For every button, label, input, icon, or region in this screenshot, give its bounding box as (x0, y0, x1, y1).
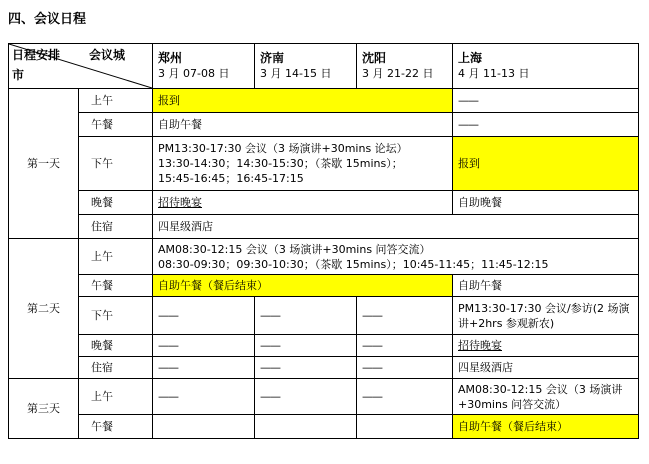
corner-label-city: 会议城 (89, 48, 126, 62)
slot-label: 住宿 (79, 215, 153, 239)
day-label: 第三天 (9, 379, 79, 439)
d1-stay-cell: 四星级酒店 (153, 215, 639, 239)
d2-stay-shanghai-cell: 四星级酒店 (453, 357, 639, 379)
slot-label: 下午 (79, 297, 153, 335)
d2-stay-shenyang-cell: —— (357, 357, 453, 379)
city-date: 4 月 11-13 日 (458, 67, 530, 80)
corner-label-schedule: 日程安排 (12, 48, 61, 62)
d3-lunch-shanghai-cell: 自助午餐（餐后结束） (453, 415, 639, 439)
city-name: 郑州 (158, 51, 183, 65)
d3-am-shenyang-cell: —— (357, 379, 453, 415)
day2-lunch-row (9, 275, 639, 297)
slot-label: 晚餐 (79, 335, 153, 357)
slot-label: 下午 (79, 137, 153, 191)
schedule-table (8, 43, 639, 439)
d2-stay-jinan-cell: —— (255, 357, 357, 379)
header-city-jinan (255, 44, 357, 89)
d1-lunch-shanghai-cell: —— (453, 113, 639, 137)
city-date: 3 月 21-22 日 (362, 67, 434, 80)
d1-pm-shanghai-cell: 报到 (453, 137, 639, 191)
slot-label: 上午 (79, 379, 153, 415)
day1-dinner-row (9, 191, 639, 215)
d3-lunch-zhengzhou-cell (153, 415, 255, 439)
d2-dinner-jinan-cell: —— (255, 335, 357, 357)
header-row (9, 44, 639, 89)
city-name: 上海 (458, 51, 483, 65)
d2-am-line: 08:30-09:30；09:30-10:30；（茶歇 15mins）；10:45-11:45；11:45-12:15 (158, 257, 549, 271)
day-label: 第一天 (9, 89, 79, 239)
d2-pm-shenyang-cell: —— (357, 297, 453, 335)
d2-pm-shanghai-cell: PM13:30-17:30 会议/参访(2 场演讲+2hrs 参观新农) (453, 297, 639, 335)
d2-pm-zhengzhou-cell: —— (153, 297, 255, 335)
day1-pm-row (9, 137, 639, 191)
d2-lunch-shanghai-cell: 自助午餐 (453, 275, 639, 297)
d1-dinner-shanghai-cell: 自助晚餐 (453, 191, 639, 215)
day2-pm-row (9, 297, 639, 335)
d3-am-jinan-cell: —— (255, 379, 357, 415)
city-date: 3 月 07-08 日 (158, 67, 230, 80)
slot-label: 上午 (79, 89, 153, 113)
d1-pm-cell (153, 137, 453, 191)
slot-label: 午餐 (79, 415, 153, 439)
d1-am-shanghai-cell: —— (453, 89, 639, 113)
d2-am-cell (153, 239, 639, 275)
day2-dinner-row (9, 335, 639, 357)
slot-label: 上午 (79, 239, 153, 275)
city-name: 济南 (260, 51, 285, 65)
day1-am-row (9, 89, 639, 113)
header-city-shenyang (357, 44, 453, 89)
day1-lunch-row (9, 113, 639, 137)
city-date: 3 月 14-15 日 (260, 67, 332, 80)
d2-dinner-shenyang-cell: —— (357, 335, 453, 357)
d1-pm-line: 15:45-16:45；16:45-17:15 (158, 172, 304, 185)
d1-dinner-cell: 招待晚宴 (153, 191, 453, 215)
day1-stay-row (9, 215, 639, 239)
d3-am-shanghai-cell: AM08:30-12:15 会议（3 场演讲+30mins 问答交流） (453, 379, 639, 415)
d3-lunch-shenyang-cell (357, 415, 453, 439)
d1-pm-line: 13:30-14:30；14:30-15:30；（茶歇 15mins）； (158, 157, 403, 170)
day2-stay-row (9, 357, 639, 379)
d3-am-zhengzhou-cell: —— (153, 379, 255, 415)
d2-pm-jinan-cell: —— (255, 297, 357, 335)
day3-lunch-row (9, 415, 639, 439)
slot-label: 晚餐 (79, 191, 153, 215)
section-title: 四、会议日程 (8, 12, 87, 27)
slot-label: 午餐 (79, 275, 153, 297)
d2-dinner-zhengzhou-cell: —— (153, 335, 255, 357)
day3-am-row (9, 379, 639, 415)
d2-lunch-cell: 自助午餐（餐后结束） (153, 275, 453, 297)
slot-label: 午餐 (79, 113, 153, 137)
d1-lunch-cell: 自助午餐 (153, 113, 453, 137)
corner-label-schedule-cont: 市 (12, 68, 25, 82)
day-label: 第二天 (9, 239, 79, 379)
header-city-zhengzhou (153, 44, 255, 89)
d2-dinner-shanghai-cell: 招待晚宴 (453, 335, 639, 357)
header-city-shanghai (453, 44, 639, 89)
d2-stay-zhengzhou-cell: —— (153, 357, 255, 379)
header-corner-cell (9, 44, 153, 89)
d1-am-cell: 报到 (153, 89, 453, 113)
d2-am-line: AM08:30-12:15 会议（3 场演讲+30mins 问答交流） (158, 242, 431, 256)
city-name: 沈阳 (362, 51, 387, 65)
day2-am-row (9, 239, 639, 275)
d3-lunch-jinan-cell (255, 415, 357, 439)
d1-pm-line: PM13:30-17:30 会议（3 场演讲+30mins 论坛） (158, 142, 408, 155)
slot-label: 住宿 (79, 357, 153, 379)
